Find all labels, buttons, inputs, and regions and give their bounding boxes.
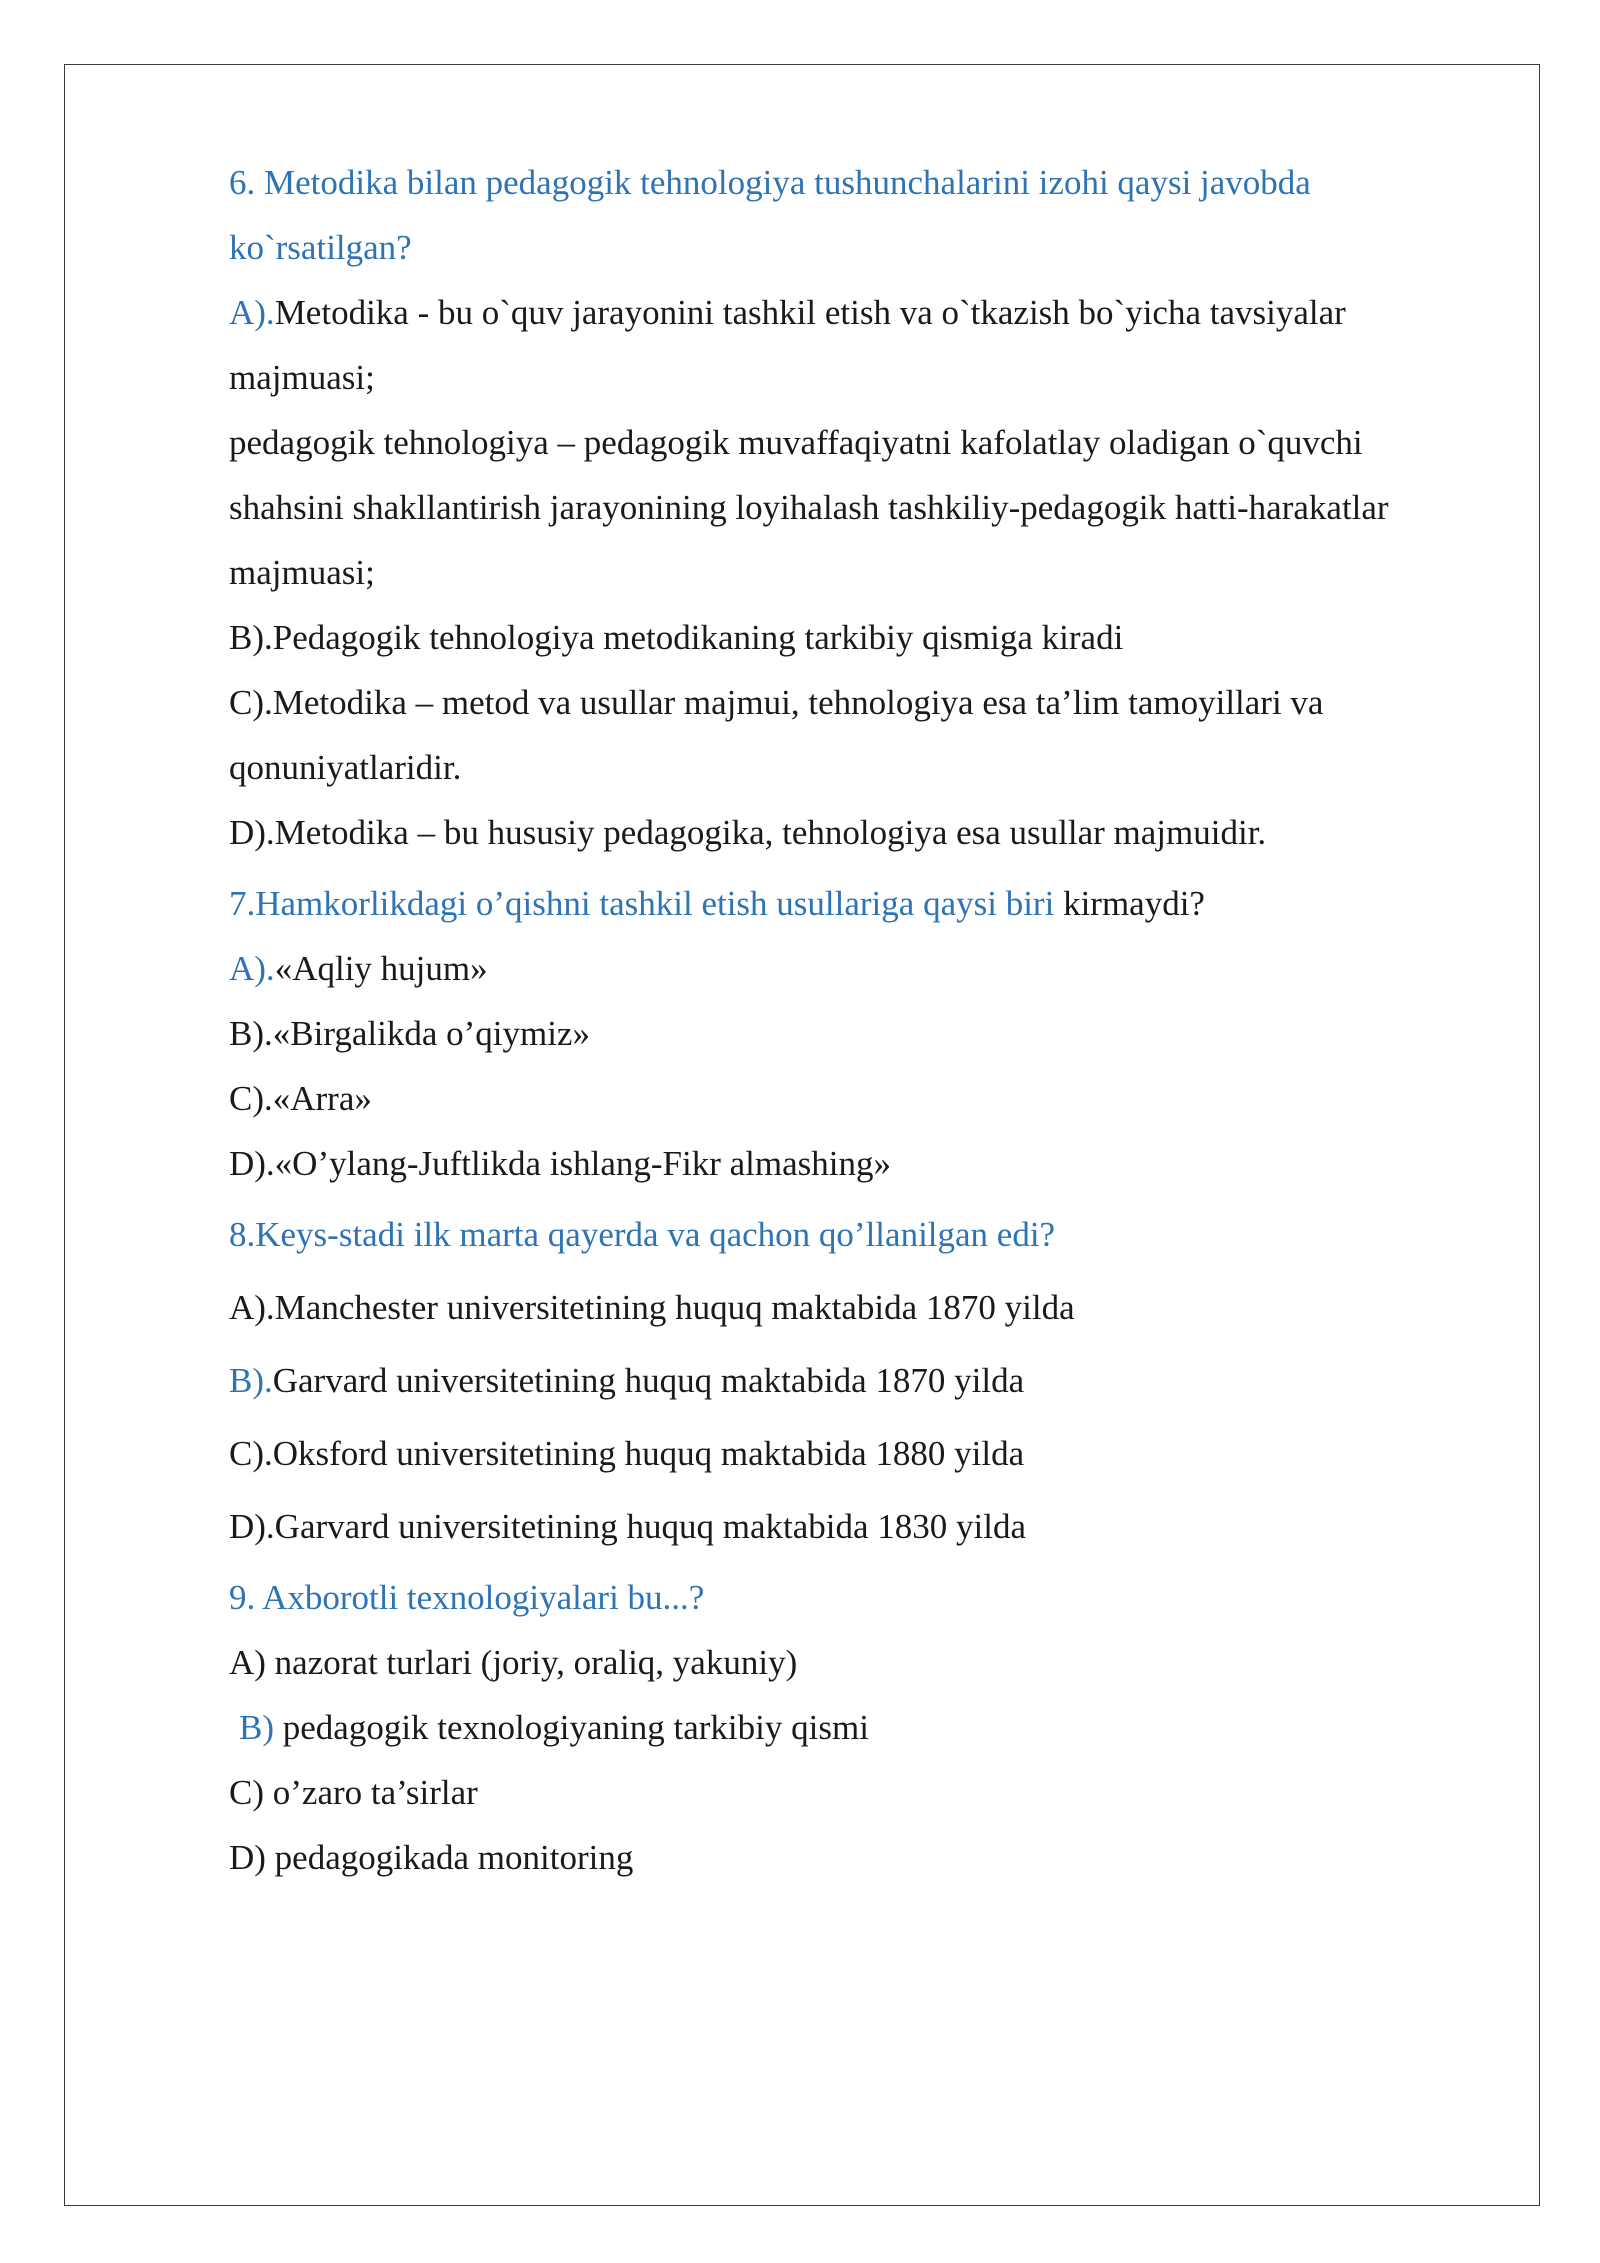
question-6-option-a-line4: shahsini shakllantirish jarayonining loyihalash tashkiliy-pedagogik hatti-harakatlar	[229, 488, 1389, 527]
question-6	[229, 150, 1489, 865]
question-7-text	[229, 871, 1489, 936]
question-9-option-c: C) o’zaro ta’sirlar	[229, 1773, 478, 1812]
question-6-text-line2: ko`rsatilgan?	[229, 228, 412, 267]
question-7-option-b: B).«Birgalikda o’qiymiz»	[229, 1014, 590, 1053]
question-9	[229, 1565, 1489, 1890]
question-7	[229, 871, 1489, 1196]
question-7-option-a	[229, 936, 1489, 1001]
question-6-option-a-line3: pedagogik tehnologiya – pedagogik muvaffaqiyatni kafolatlay oladigan o`quvchi	[229, 423, 1363, 462]
question-7-text-blue: 7.Hamkorlikdagi o’qishni tashkil etish usullariga qaysi biri	[229, 884, 1055, 923]
option-a-marker: A).	[229, 293, 275, 332]
question-6-option-d: D).Metodika – bu hususiy pedagogika, tehnologiya esa usullar majmuidir.	[229, 813, 1267, 852]
question-6-text-line1: 6. Metodika bilan pedagogik tehnologiya tushunchalarini izohi qaysi javobda	[229, 163, 1311, 202]
option-b-marker: B)	[239, 1708, 274, 1747]
question-7-option-c: C).«Arra»	[229, 1079, 372, 1118]
question-6-option-b: B).Pedagogik tehnologiya metodikaning tarkibiy qismiga kiradi	[229, 618, 1124, 657]
question-8-text: 8.Keys-stadi ilk marta qayerda va qachon qo’llanilgan edi?	[229, 1215, 1056, 1254]
question-9-text: 9. Axborotli texnologiyalari bu...?	[229, 1578, 705, 1617]
question-8-option-a: A).Manchester universitetining huquq maktabida 1870 yilda	[229, 1288, 1075, 1327]
question-7-text-black: kirmaydi?	[1054, 884, 1205, 923]
question-9-option-a: A) nazorat turlari (joriy, oraliq, yakuniy)	[229, 1643, 798, 1682]
question-9-option-d: D) pedagogikada monitoring	[229, 1838, 634, 1877]
question-6-option-c-line2: qonuniyatlaridir.	[229, 748, 462, 787]
document-body	[229, 150, 1489, 1890]
option-b-marker: B).	[229, 1361, 273, 1400]
option-a-text: «Aqliy hujum»	[274, 949, 488, 988]
option-b-text: pedagogik texnologiyaning tarkibiy qismi	[274, 1708, 869, 1747]
question-8-option-d: D).Garvard universitetining huquq maktabida 1830 yilda	[229, 1507, 1027, 1546]
question-6-option-a	[229, 280, 1489, 345]
option-a-text: Metodika - bu o`quv jarayonini tashkil etish va o`tkazish bo`yicha tavsiyalar	[274, 293, 1346, 332]
question-7-option-d: D).«O’ylang-Juftlikda ishlang-Fikr almashing»	[229, 1144, 891, 1183]
option-b-text: Garvard universitetining huquq maktabida 1870 yilda	[272, 1361, 1025, 1400]
question-6-option-a-line5: majmuasi;	[229, 553, 375, 592]
question-6-option-a-line2: majmuasi;	[229, 358, 375, 397]
question-6-option-c: C).Metodika – metod va usullar majmui, tehnologiya esa ta’lim tamoyillari va	[229, 683, 1324, 722]
question-8	[229, 1202, 1489, 1559]
question-8-option-c: C).Oksford universitetining huquq maktabida 1880 yilda	[229, 1434, 1025, 1473]
question-9-option-b	[229, 1695, 1489, 1760]
option-a-marker: A).	[229, 949, 275, 988]
question-8-option-b	[229, 1348, 1489, 1413]
